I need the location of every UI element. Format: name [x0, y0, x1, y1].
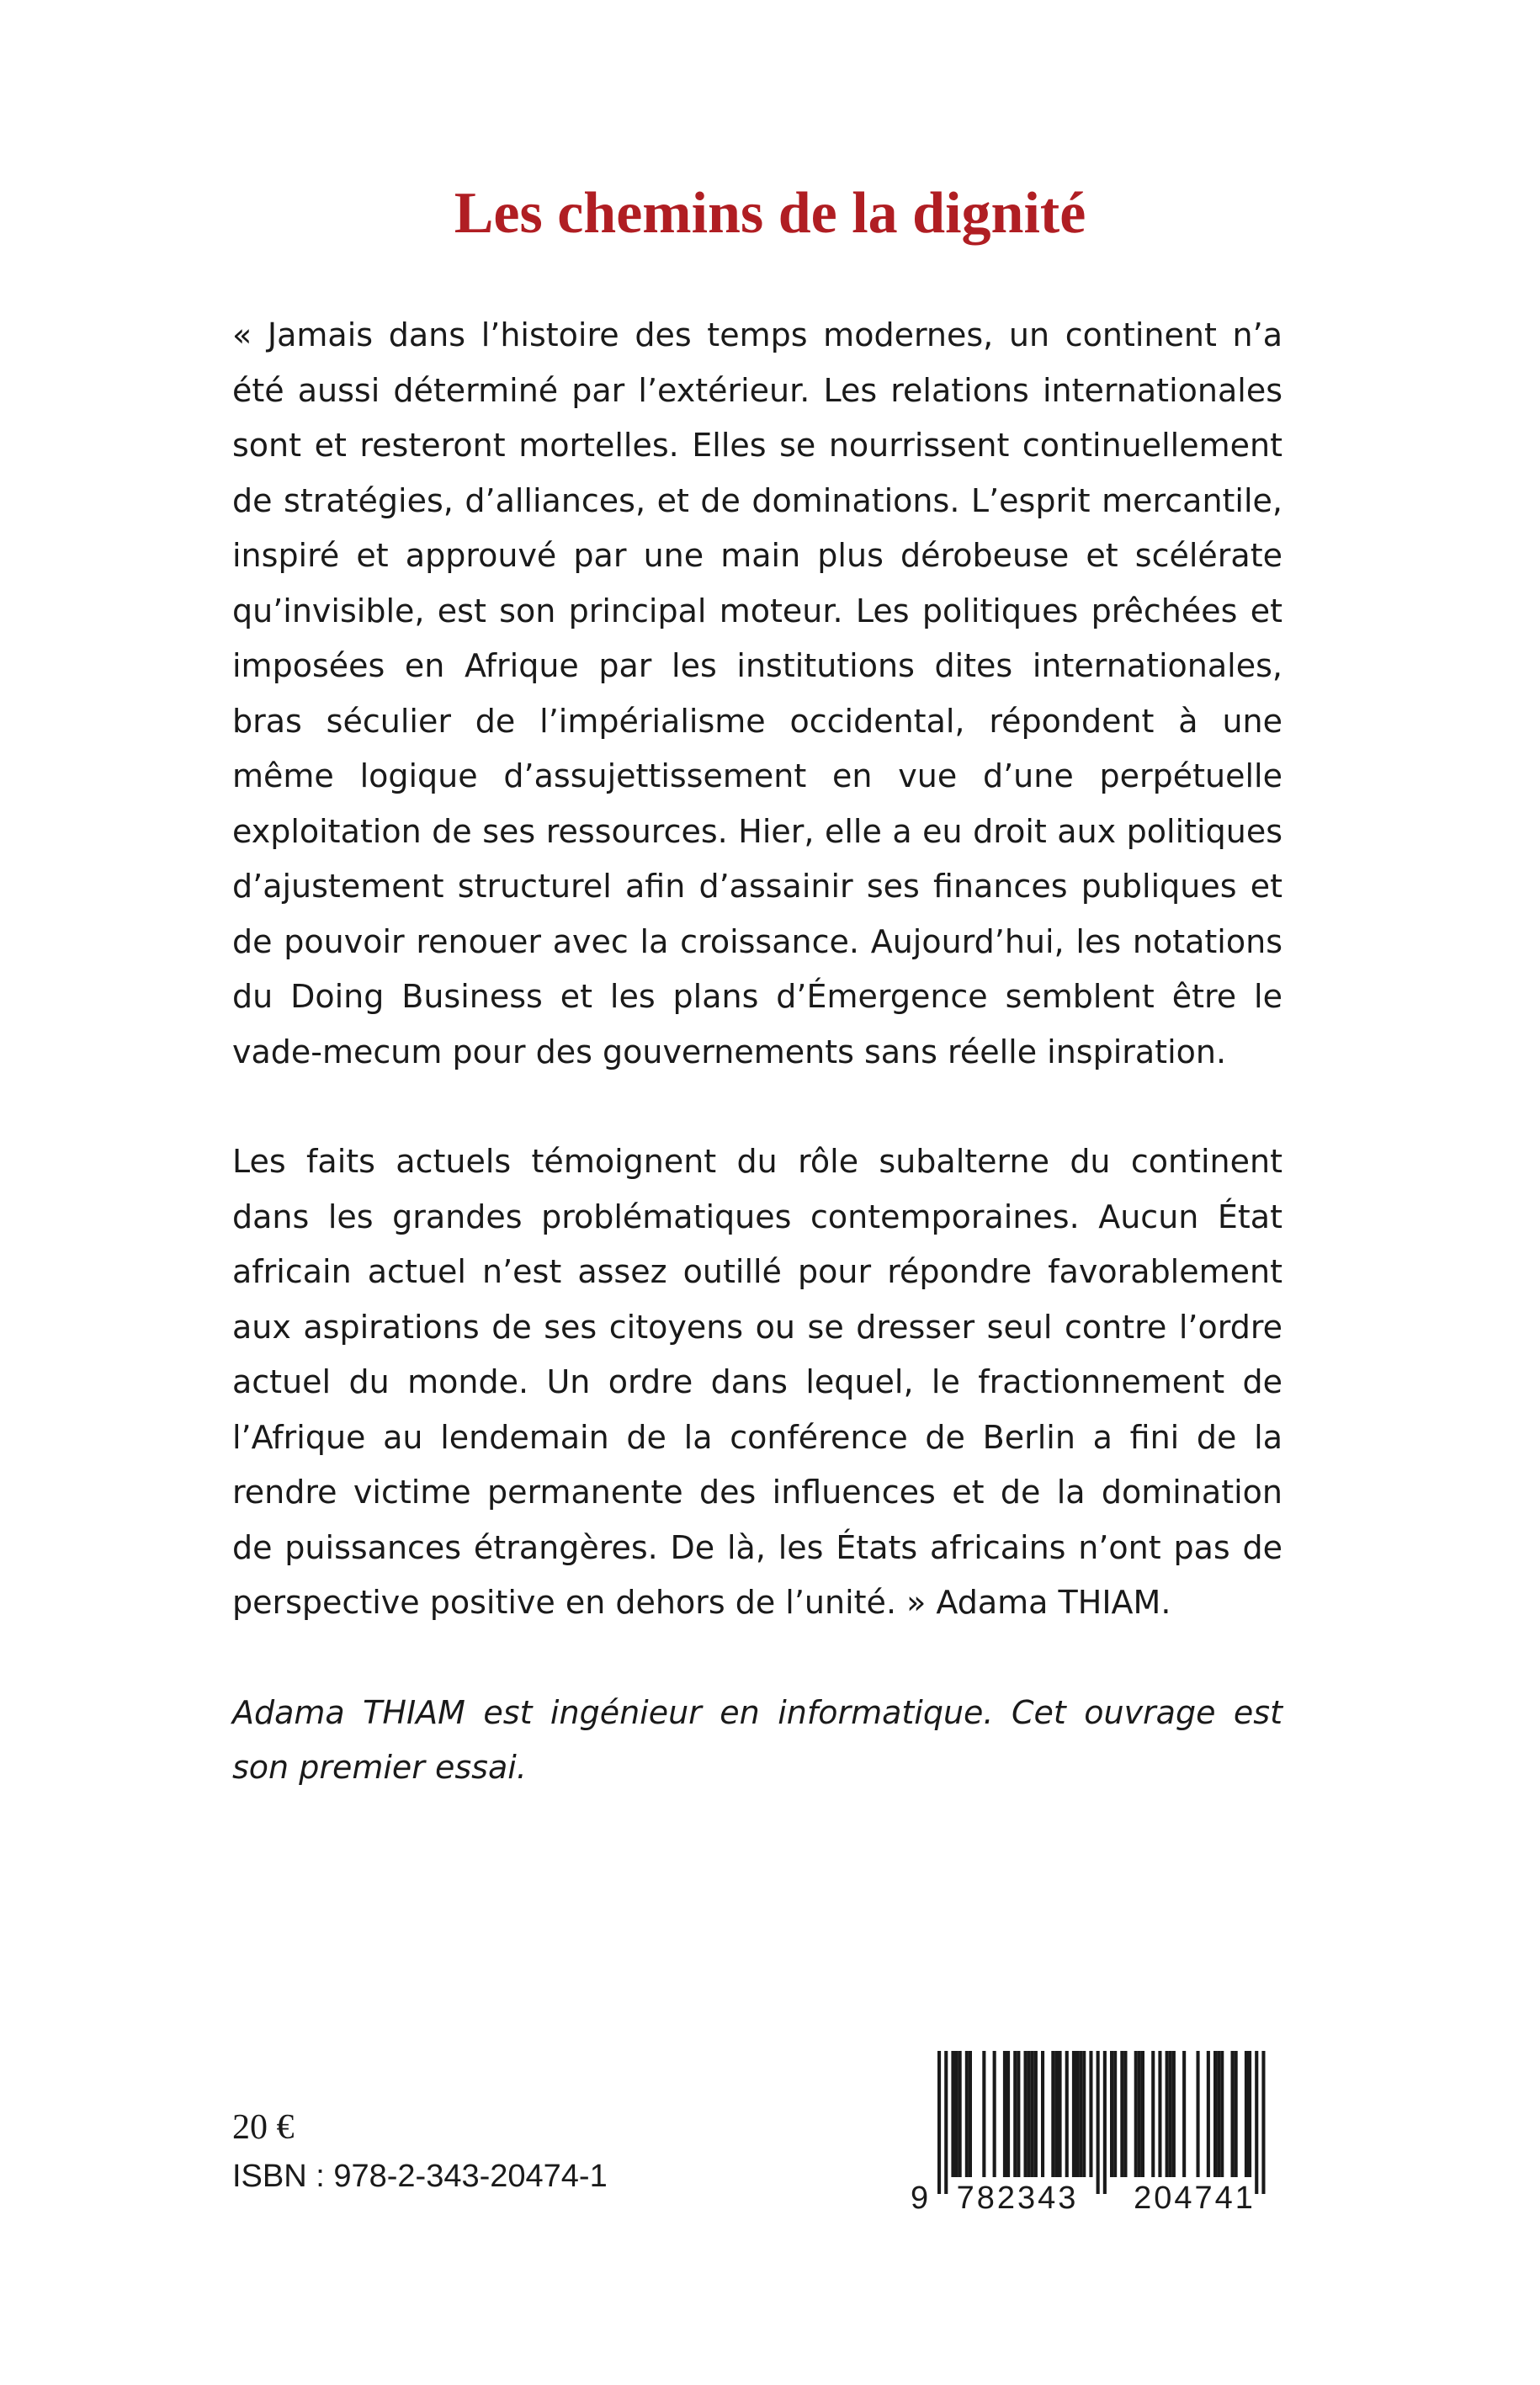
barcode-bar — [1079, 2051, 1082, 2177]
barcode-bar — [1028, 2051, 1031, 2177]
author-bio: Adama THIAM est ingénieur en informatique. Cet ouvrage est son premier essai. — [232, 1693, 1282, 1786]
blurb-paragraph-2: Les faits actuels témoignent du rôle subalterne du continent dans les grandes problématiques contemporaines. Aucun État africain actuel n’est assez outillé pour répondre favorablement aux aspirations de ses citoyens ou se dresser seul contre l’ordre actuel du monde. Un ordre dans lequel, le fractionnement de l’Afrique au lendemain de la conférence de Berlin a fini de la rendre victime permanente des influences et de la domination de puissances étrangères. De là, les États africains n’ont pas de perspective positive en dehors de l’unité. » Adama THIAM. — [232, 1143, 1282, 1621]
barcode-bar — [1123, 2051, 1127, 2177]
barcode-bar — [1207, 2051, 1210, 2177]
barcode-bar — [1072, 2051, 1075, 2177]
barcode-bar — [1138, 2051, 1141, 2177]
back-cover-text — [232, 308, 1282, 1796]
isbn-barcode — [911, 2051, 1281, 2219]
barcode-bar — [1024, 2051, 1028, 2177]
barcode-bar — [1059, 2051, 1062, 2177]
barcode-bar — [1213, 2051, 1217, 2177]
barcode-bar — [993, 2051, 996, 2177]
barcode-bar — [955, 2051, 959, 2177]
barcode-bar — [1169, 2051, 1172, 2177]
barcode-bar — [1231, 2051, 1235, 2177]
book-title: Les chemins de la dignité — [454, 181, 1086, 246]
barcode-bar — [1172, 2051, 1176, 2177]
barcode-digit-group-left: 782343 — [956, 2180, 1079, 2216]
barcode-digit-group-right: 204741 — [1134, 2180, 1256, 2216]
isbn: ISBN : 978-2-343-20474-1 — [232, 2159, 608, 2194]
barcode-bar — [1082, 2051, 1086, 2177]
barcode-bar — [1197, 2051, 1200, 2177]
barcode-bar — [1006, 2051, 1010, 2177]
barcode-bar — [1158, 2051, 1161, 2177]
barcode-bar — [1235, 2051, 1238, 2177]
barcode-digits — [911, 2177, 1281, 2219]
barcode-bar — [1217, 2051, 1220, 2177]
barcode-bar — [1248, 2051, 1251, 2177]
barcode-bar — [1261, 2051, 1265, 2194]
barcode-bar — [1245, 2051, 1248, 2177]
barcode-bar — [1182, 2051, 1186, 2177]
barcode-bar — [944, 2051, 948, 2194]
barcode-bar — [951, 2051, 954, 2177]
barcode-bar — [1113, 2051, 1117, 2177]
barcode-bar — [965, 2051, 969, 2177]
barcode-bar — [982, 2051, 985, 2177]
blurb-paragraph-1: « Jamais dans l’histoire des temps modernes, un continent n’a été aussi déterminé par l’extérieur. Les relations internationales sont et resteront mortelles. Elles se nourrissent continuellement de stratégies, d’alliances, et de dominations. L’esprit mercantile, inspiré et approuvé par une main plus dérobeuse et scélérate qu’invisible, est son principal moteur. Les politiques prêchées et imposées en Afrique par les institutions dites internationales, bras séculier de l’impérialisme occidental, répondent à une même logique d’assujettissement en vue d’une perpétuelle exploitation de ses ressources. Hier, elle a eu droit aux politiques d’ajustement structurel afin d’assainir ses finances publiques et de pouvoir renouer avec la croissance. Aujourd’hui, les notations du Doing Business et les plans d’Émergence semblent être le vade-mecum pour des gouvernements sans réelle inspiration. — [232, 316, 1282, 1070]
barcode-bar — [1255, 2051, 1258, 2194]
barcode-bar — [1051, 2051, 1054, 2177]
barcode-bar — [1151, 2051, 1155, 2177]
barcode-bar — [937, 2051, 941, 2194]
barcode-bar — [1017, 2051, 1020, 2177]
barcode-bar — [1220, 2051, 1224, 2177]
barcode-bar — [1003, 2051, 1006, 2177]
barcode-bar — [1089, 2051, 1092, 2177]
barcode-bar — [1134, 2051, 1138, 2177]
barcode-first-digit: 9 — [911, 2180, 929, 2216]
barcode-bar — [1041, 2051, 1044, 2177]
barcode-bar — [969, 2051, 972, 2177]
barcode-bar — [1097, 2051, 1100, 2194]
barcode-bar — [1054, 2051, 1058, 2177]
barcode-bar — [1034, 2051, 1038, 2177]
barcode-bar — [1075, 2051, 1079, 2177]
barcode-bar — [1166, 2051, 1169, 2177]
price: 20 € — [232, 2108, 295, 2147]
barcode-bar — [1013, 2051, 1017, 2177]
barcode-bar — [1120, 2051, 1123, 2177]
barcode-bar — [959, 2051, 962, 2177]
barcode-bar — [1110, 2051, 1113, 2177]
barcode-bar — [1031, 2051, 1034, 2177]
barcode-bar — [1141, 2051, 1144, 2177]
barcode-bar — [1065, 2051, 1069, 2177]
barcode-bar — [1103, 2051, 1107, 2194]
